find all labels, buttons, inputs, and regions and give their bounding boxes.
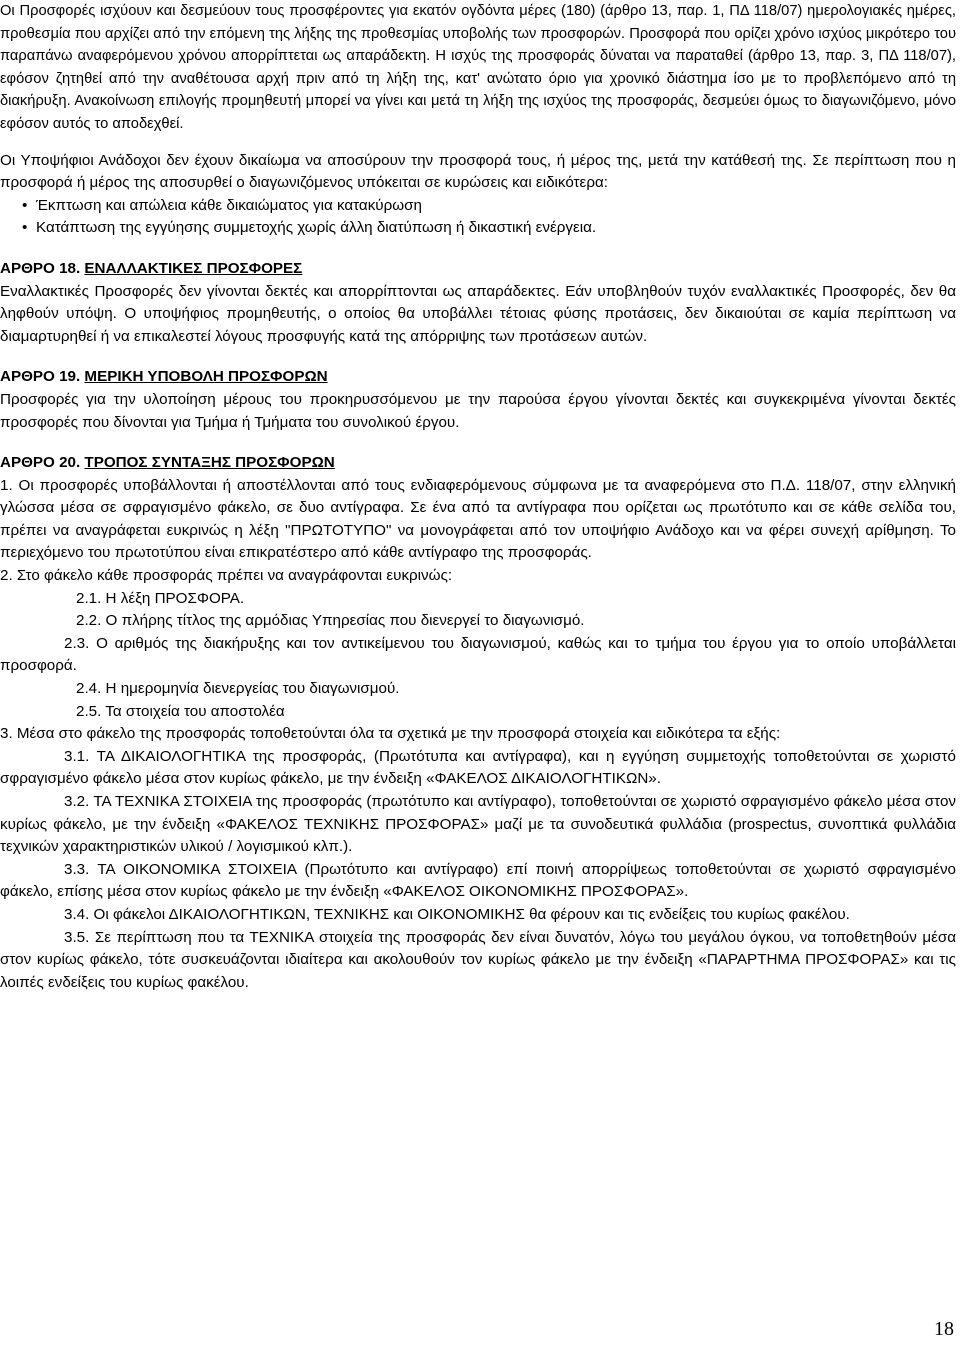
article-20-item-1: 1. Οι προσφορές υποβάλλονται ή αποστέλλονται από τους ενδιαφερόμενους σύμφωνα με τα αναφερόμενα στο Π.Δ. 118/07, στην ελληνική γλώσσα μέσα σε σφραγισμένο φάκελο, σε δυο αντίγραφα. Σε ένα από τα αντίγραφα που ορίζεται ως πρωτότυπο και σε κάθε σελίδα του, πρέπει να αναγράφεται ευκρινώς η λέξη "ΠΡΩΤΟΤΥΠΟ" να μονογράφεται από τον υποψήφιο Ανάδοχο και να φέρει συνεχή αρίθμηση. Το περιεχόμενο του πρωτοτύπου είναι επικρατέστερο από κάθε αντίγραφο της προσφοράς. xyxy=(0,476,956,562)
article-number: ΑΡΘΡΟ 20. xyxy=(0,454,81,472)
article-20-item-3: 3. Μέσα στο φάκελο της προσφοράς τοποθετούνται όλα τα σχετικά με την προσφορά στοιχεία και ειδικότερα τα εξής: xyxy=(0,725,781,743)
paragraph-offer-validity: Οι Προσφορές ισχύουν και δεσμεύουν τους προσφέροντες για εκατόν ογδόντα μέρες (180) (άρθρο 13, παρ. 1, ΠΔ 118/07) ημερολογιακές ημέρες, προθεσμία που αρχίζει από την επόμενη της λήξης της προθεσμίας υποβολής των προσφορών. Προσφορά που ορίζει χρόνο ισχύος μικρότερο του παραπάνω αναφερόμενου χρόνου απορρίπτεται ως απαράδεκτη. Η ισχύς της προσφοράς δύναται να παραταθεί (άρθρο 13, παρ. 3, ΠΔ 118/07), εφόσον ζητηθεί από την αναθέτουσα αρχή πριν από τη λήξη της, κατ' ανώτατο όριο για χρονικό διάστημα ίσο με το προβλεπόμενο από τη διακήρυξη. Ανακοίνωση επιλογής προμηθευτή μπορεί να γίνει και μετά τη λήξη της ισχύος της προσφοράς, δεσμεύει όμως το διαγωνιζόμενο, μόνο εφόσον αυτός το αποδεχθεί. xyxy=(0,3,956,132)
sanctions-list xyxy=(0,195,956,240)
article-20-item-2: 2. Στο φάκελο κάθε προσφοράς πρέπει να αναγράφονται ευκρινώς: xyxy=(0,567,453,585)
article-title: ΤΡΟΠΟΣ ΣΥΝΤΑΞΗΣ ΠΡΟΣΦΟΡΩΝ xyxy=(84,454,335,472)
article-20-item-2-2: 2.2. Ο πλήρης τίτλος της αρμόδιας Υπηρεσίας που διενεργεί το διαγωνισμό. xyxy=(76,612,585,630)
article-20-item-2-3: 2.3. Ο αριθμός της διακήρυξης και τον αντικείμενου του διαγωνισμού, καθώς και το τμήμα του έργου για το οποίο υποβάλλεται προσφορά. xyxy=(0,634,956,675)
article-18-body: Εναλλακτικές Προσφορές δεν γίνονται δεκτές και απορρίπτονται ως απαράδεκτες. Εάν υποβληθούν τυχόν εναλλακτικές Προσφορές, δεν θα ληφθούν υπόψη. Ο υποψήφιος προμηθευτής, ο οποίος θα υποβάλλει τέτοιας φύσης προτάσεις, δεν δικαιούται σε καμία περίπτωση να διαμαρτυρηθεί ή να επικαλεστεί λόγους προσφυγής κατά της απόρριψης των προτάσεων αυτών. xyxy=(0,282,956,345)
article-19-heading xyxy=(0,366,956,389)
article-title: ΕΝΑΛΛΑΚΤΙΚΕΣ ΠΡΟΣΦΟΡΕΣ xyxy=(84,259,303,277)
article-20-item-3-5: 3.5. Σε περίπτωση που τα ΤΕΧΝΙΚΑ στοιχεία της προσφοράς δεν είναι δυνατόν, λόγω του μεγάλου όγκου, να τοποθετηθούν μέσα στον κυρίως φάκελο, τότε συσκευάζονται ιδιαίτερα και ακολουθούν τον κυρίως φάκελο με την ένδειξη «ΠΑΡΑΡΤΗΜΑ ΠΡΟΣΦΟΡΑΣ» και τις λοιπές ενδείξεις του κυρίως φακέλου. xyxy=(0,928,956,991)
article-20-item-3-4: 3.4. Οι φάκελοι ΔΙΚΑΙΟΛΟΓΗΤΙΚΩΝ, ΤΕΧΝΙΚΗΣ και ΟΙΚΟΝΟΜΙΚΗΣ θα φέρουν και τις ενδείξεις του κυρίως φακέλου. xyxy=(64,905,850,923)
article-20-item-3-3: 3.3. ΤΑ ΟΙΚΟΝΟΜΙΚΑ ΣΤΟΙΧΕΙΑ (Πρωτότυπο και αντίγραφο) επί ποινή απορρίψεως τοποθετούνται σε χωριστό σφραγισμένο φάκελο, επίσης μέσα στον κυρίως φάκελο με την ένδειξη «ΦΑΚΕΛΟΣ ΟΙΚΟΝΟΜΙΚΗΣ ΠΡΟΣΦΟΡΑΣ». xyxy=(0,860,956,901)
article-number: ΑΡΘΡΟ 18. xyxy=(0,259,81,277)
article-title: ΜΕΡΙΚΗ ΥΠΟΒΟΛΗ ΠΡΟΣΦΟΡΩΝ xyxy=(84,368,328,386)
article-20-item-2-4: 2.4. Η ημερομηνία διενεργείας του διαγωνισμού. xyxy=(76,680,400,698)
article-20-item-3-1: 3.1. ΤΑ ΔΙΚΑΙΟΛΟΓΗΤΙΚΑ της προσφοράς, (Πρωτότυπα και αντίγραφα), και η εγγύηση συμμετοχής τοποθετούνται σε χωριστό σφραγισμένο φάκελο μέσα στον κυρίως φάκελο, με την ένδειξη «ΦΑΚΕΛΟΣ ΔΙΚΑΙΟΛΟΓΗΤΙΚΩΝ». xyxy=(0,747,956,788)
list-item: • Κατάπτωση της εγγύησης συμμετοχής χωρίς άλλη διατύπωση ή δικαστική ενέργεια. xyxy=(22,217,956,240)
page-number: 18 xyxy=(934,1318,954,1340)
list-item: • Έκπτωση και απώλεια κάθε δικαιώματος για κατακύρωση xyxy=(22,195,956,218)
article-20-item-2-5: 2.5. Τα στοιχεία του αποστολέα xyxy=(76,702,285,720)
article-20-item-3-2: 3.2. ΤΑ ΤΕΧΝΙΚΑ ΣΤΟΙΧΕΙΑ της προσφοράς (πρωτότυπο και αντίγραφο), τοποθετούνται σε χωριστό σφραγισμένο φάκελο μέσα στον κυρίως φάκελο, με την ένδειξη «ΦΑΚΕΛΟΣ ΤΕΧΝΙΚΗΣ ΠΡΟΣΦΟΡΑΣ» μαζί με τα συνοδευτικά φυλλάδια (prospectus, συνοπτικά φυλλάδια τεχνικών χαρακτηριστικών υλικού / λογισμικού κλπ.). xyxy=(0,793,956,856)
article-19-body: Προσφορές για την υλοποίηση μέρους του προκηρυσσόμενου με την παρούσα έργου γίνονται δεκτές και συγκεκριμένα γίνονται δεκτές προσφορές που δίνονται για Τμήμα ή Τμήματα του συνολικού έργου. xyxy=(0,390,956,431)
article-number: ΑΡΘΡΟ 19. xyxy=(0,368,81,386)
paragraph-withdrawal: Οι Υποψήφιοι Ανάδοχοι δεν έχουν δικαίωμα να αποσύρουν την προσφορά τους, ή μέρος της, μετά την κατάθεσή της. Σε περίπτωση που η προσφορά ή μέρος της αποσυρθεί ο διαγωνιζόμενος υπόκειται σε κυρώσεις και ειδικότερα: xyxy=(0,151,956,192)
article-20-item-2-1: 2.1. Η λέξη ΠΡΟΣΦΟΡΑ. xyxy=(76,589,245,607)
article-18-heading xyxy=(0,258,956,281)
article-20-heading xyxy=(0,452,956,475)
